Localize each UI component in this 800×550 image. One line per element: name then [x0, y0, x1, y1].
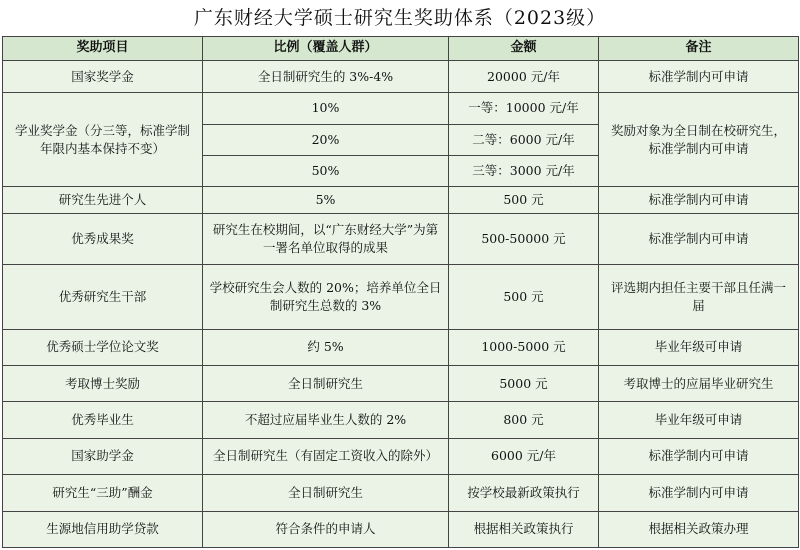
coverage-cell: 10% [203, 93, 449, 124]
coverage-cell: 50% [203, 155, 449, 186]
note-cell: 标准学制内可申请 [599, 187, 799, 213]
header-note: 备注 [599, 37, 799, 61]
coverage-cell: 学校研究生会人数的 20%；培养单位全日制研究生总数的 3% [203, 265, 449, 330]
table-row [3, 366, 799, 402]
table-row [3, 438, 799, 474]
coverage-cell: 20% [203, 124, 449, 155]
amount-cell: 1000-5000 元 [449, 329, 599, 365]
amount-cell: 500-50000 元 [449, 213, 599, 265]
note-cell: 毕业年级可申请 [599, 329, 799, 365]
item-cell: 研究生先进个人 [3, 187, 203, 213]
page-title: 广东财经大学硕士研究生奖助体系（2023级） [193, 7, 607, 29]
item-cell: 研究生“三助”酬金 [3, 475, 203, 511]
amount-cell: 三等：3000 元/年 [449, 155, 599, 186]
item-cell: 优秀毕业生 [3, 402, 203, 438]
item-cell: 学业奖学金（分三等，标准学制年限内基本保持不变） [3, 93, 203, 187]
table-row [3, 329, 799, 365]
amount-cell: 按学校最新政策执行 [449, 475, 599, 511]
amount-cell: 一等：10000 元/年 [449, 93, 599, 124]
note-cell: 奖励对象为全日制在校研究生，标准学制内可申请 [599, 93, 799, 187]
table-row [3, 402, 799, 438]
table-row [3, 511, 799, 548]
note-cell: 评选期内担任主要干部且任满一届 [599, 265, 799, 330]
coverage-cell: 约 5% [203, 329, 449, 365]
amount-cell: 20000 元/年 [449, 61, 599, 93]
coverage-cell: 研究生在校期间，以“广东财经大学”为第一署名单位取得的成果 [203, 213, 449, 265]
table-row [3, 475, 799, 511]
amount-cell: 500 元 [449, 187, 599, 213]
note-cell: 标准学制内可申请 [599, 438, 799, 474]
amount-cell: 500 元 [449, 265, 599, 330]
amount-cell: 5000 元 [449, 366, 599, 402]
table-row [3, 213, 799, 265]
item-cell: 国家助学金 [3, 438, 203, 474]
table-row [3, 93, 799, 124]
table-header-row [3, 37, 799, 61]
coverage-cell: 全日制研究生 [203, 475, 449, 511]
note-cell: 考取博士的应届毕业研究生 [599, 366, 799, 402]
coverage-cell: 5% [203, 187, 449, 213]
note-cell: 根据相关政策办理 [599, 511, 799, 548]
amount-cell: 800 元 [449, 402, 599, 438]
note-cell: 标准学制内可申请 [599, 475, 799, 511]
item-cell: 优秀成果奖 [3, 213, 203, 265]
item-cell: 优秀研究生干部 [3, 265, 203, 330]
coverage-cell: 全日制研究生（有固定工资收入的除外） [203, 438, 449, 474]
item-cell: 国家奖学金 [3, 61, 203, 93]
scholarship-table [2, 36, 799, 548]
amount-cell: 二等：6000 元/年 [449, 124, 599, 155]
coverage-cell: 符合条件的申请人 [203, 511, 449, 548]
table-row [3, 187, 799, 213]
note-cell: 毕业年级可申请 [599, 402, 799, 438]
header-item: 奖助项目 [3, 37, 203, 61]
item-cell: 优秀硕士学位论文奖 [3, 329, 203, 365]
coverage-cell: 全日制研究生 [203, 366, 449, 402]
header-coverage: 比例（覆盖人群） [203, 37, 449, 61]
note-cell: 标准学制内可申请 [599, 213, 799, 265]
coverage-cell: 全日制研究生的 3%-4% [203, 61, 449, 93]
amount-cell: 根据相关政策执行 [449, 511, 599, 548]
table-row [3, 61, 799, 93]
amount-cell: 6000 元/年 [449, 438, 599, 474]
table-row [3, 265, 799, 330]
item-cell: 生源地信用助学贷款 [3, 511, 203, 548]
note-cell: 标准学制内可申请 [599, 61, 799, 93]
header-amount: 金额 [449, 37, 599, 61]
item-cell: 考取博士奖励 [3, 366, 203, 402]
coverage-cell: 不超过应届毕业生人数的 2% [203, 402, 449, 438]
